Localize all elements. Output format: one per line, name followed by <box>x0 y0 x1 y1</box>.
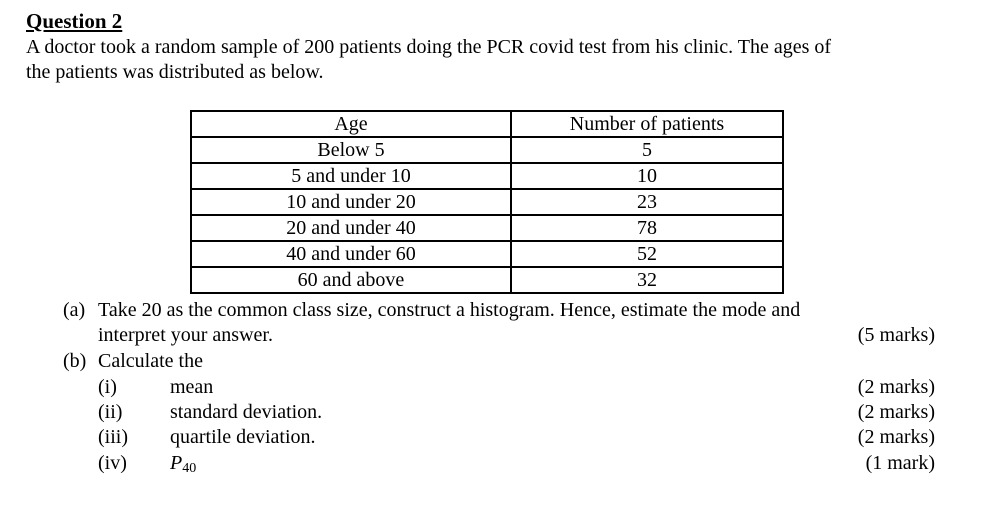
part-b-numeral-i: (i) <box>98 376 117 398</box>
age-cell: 10 and under 20 <box>191 189 511 215</box>
part-b-marks-i: (2 marks) <box>857 376 935 398</box>
table-row <box>191 189 783 215</box>
part-b-line-1: Calculate the <box>98 350 203 372</box>
age-cell: 40 and under 60 <box>191 241 511 267</box>
intro-line-2: the patients was distributed as below. <box>26 61 324 83</box>
table-row <box>191 267 783 293</box>
part-a-marks: (5 marks) <box>857 324 935 346</box>
table-row <box>191 163 783 189</box>
header-number-of-patients: Number of patients <box>511 111 783 137</box>
intro-line-1: A doctor took a random sample of 200 patients doing the PCR covid test from his clinic. The ages of <box>26 36 832 58</box>
count-cell: 23 <box>511 189 783 215</box>
table-row <box>191 241 783 267</box>
part-b-marks-iii: (2 marks) <box>857 426 935 448</box>
part-a-label: (a) <box>63 299 86 321</box>
part-b-marks-iv: (1 mark) <box>865 452 935 474</box>
count-cell: 10 <box>511 163 783 189</box>
percentile-symbol: P <box>170 452 183 474</box>
age-cell: 20 and under 40 <box>191 215 511 241</box>
part-b-item-quartile-deviation: quartile deviation. <box>170 426 316 448</box>
count-cell: 5 <box>511 137 783 163</box>
question-heading: Question 2 <box>26 9 123 33</box>
table-row <box>191 215 783 241</box>
part-b-numeral-ii: (ii) <box>98 401 123 423</box>
header-age: Age <box>191 111 511 137</box>
part-b-label: (b) <box>63 350 87 372</box>
percentile-subscript: 40 <box>182 461 197 476</box>
question-intro <box>26 35 976 85</box>
count-cell: 52 <box>511 241 783 267</box>
age-cell: Below 5 <box>191 137 511 163</box>
age-cell: 5 and under 10 <box>191 163 511 189</box>
count-cell: 78 <box>511 215 783 241</box>
part-b-item-mean: mean <box>170 376 214 398</box>
part-b-item-p40 <box>170 451 196 481</box>
part-a-line-2: interpret your answer. <box>98 324 273 346</box>
age-cell: 60 and above <box>191 267 511 293</box>
part-b-numeral-iii: (iii) <box>98 426 128 448</box>
count-cell: 32 <box>511 267 783 293</box>
part-b-numeral-iv: (iv) <box>98 452 127 474</box>
part-a-line-1: Take 20 as the common class size, construct a histogram. Hence, estimate the mode and <box>98 299 801 321</box>
table-header-row <box>191 111 783 137</box>
part-b-marks-ii: (2 marks) <box>857 401 935 423</box>
part-b-item-standard-deviation: standard deviation. <box>170 401 323 423</box>
table-row <box>191 137 783 163</box>
age-distribution-table <box>190 110 784 294</box>
